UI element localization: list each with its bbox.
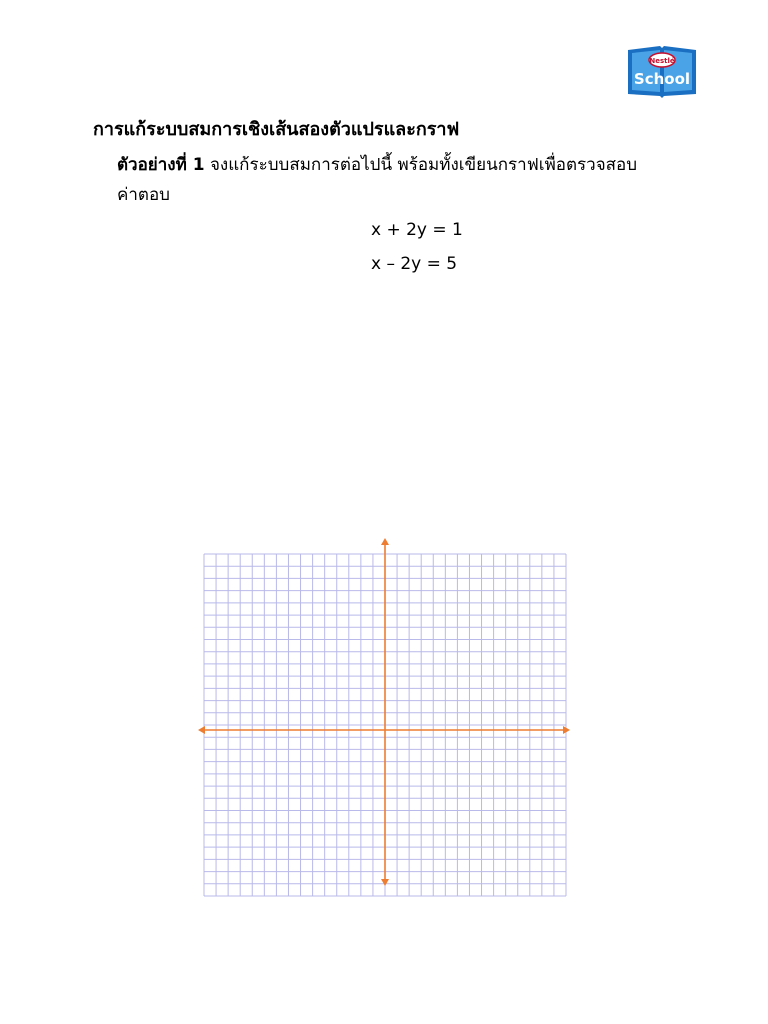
logo-brand-text: Nestlé [649, 57, 675, 65]
equation-2: x – 2y = 5 [371, 254, 458, 274]
example-label: ตัวอย่างที่ 1 [117, 155, 205, 175]
x-axis-left-arrow [198, 726, 205, 734]
y-axis-bottom-arrow [381, 879, 389, 886]
equation-1: x + 2y = 1 [371, 220, 463, 240]
section-heading: การแก้ระบบสมการเชิงเส้นสองตัวแปรและกราฟ [93, 119, 460, 140]
example-paragraph [117, 150, 657, 210]
nestle-school-logo [626, 42, 698, 98]
y-axis-top-arrow [381, 538, 389, 545]
example-text: จงแก้ระบบสมการต่อไปนี้ พร้อมทั้งเขียนกราฟเพื่อตรวจสอบค่าตอบ [117, 155, 638, 205]
coordinate-grid [196, 536, 572, 902]
logo-school-text: School [633, 70, 691, 88]
grid-svg [196, 536, 572, 902]
